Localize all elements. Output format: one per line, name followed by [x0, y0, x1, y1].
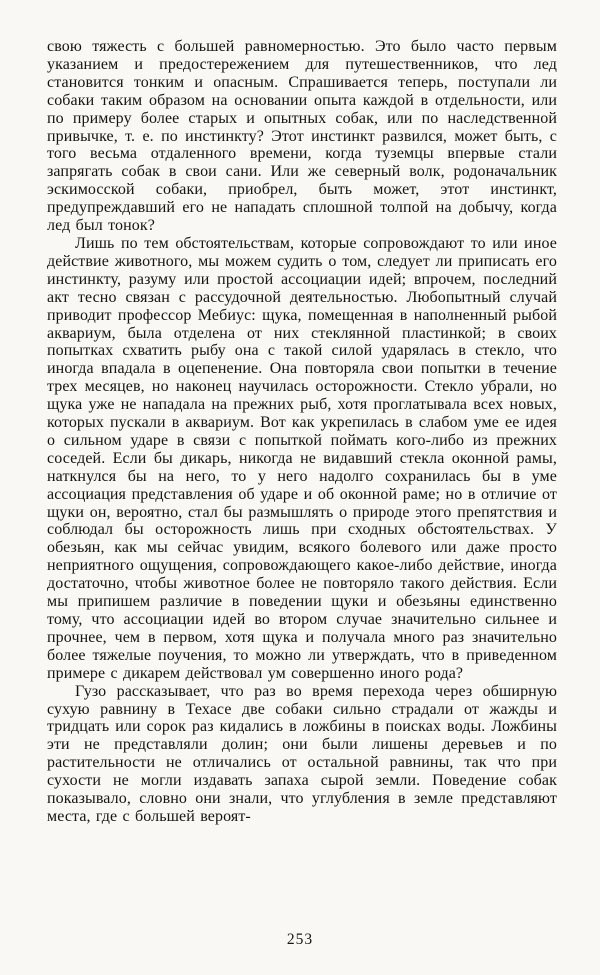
page-number: 253 [286, 931, 314, 948]
paragraph-continuation: свою тяжесть с большей равномерностью. Это было часто первым указанием и предостережением для путешественников, что лед становится тонким и опасным. Спрашивается теперь, поступали ли собаки таким образом на основании опыта каждой в отдельности, или по примеру более старых и опытных собак, или по наследственной привычке, т. е. по инстинкту? Этот инстинкт развился, может быть, с того весьма отдаленного времени, когда туземцы впервые стали запрягать собак в свои сани. Или же северный волк, родоначальник эскимосской собаки, приобрел, быть может, этот инстинкт, предупреждавший его не нападать сплошной толпой на добычу, когда лед был тонок? [47, 38, 557, 235]
paragraph: Лишь по тем обстоятельствам, которые сопровождают то или иное действие животного, мы можем судить о том, следует ли приписать его инстинкту, разуму или простой ассоциации идей; впрочем, последний акт тесно связан с рассудочной деятельностью. Любопытный случай приводит профессор Мебиус: щука, помещенная в наполненный рыбой аквариум, была отделена от них стеклянной пластинкой; в своих попытках схватить рыбу она с такой силой ударялась в стекло, что иногда впадала в оцепенение. Она повторяла свои попытки в течение трех месяцев, но наконец научилась осторожности. Стекло убрали, но щука уже не нападала на прежних рыб, хотя проглатывала всех новых, которых пускали в аквариум. Вот как укрепилась в слабом уме ее идея о сильном ударе в связи с попыткой поймать кого-либо из прежних соседей. Если бы дикарь, никогда не видавший стекла оконной рамы, наткнулся бы на него, то у него надолго сохранилась бы в уме ассоциация представления об ударе и об оконной раме; но в отличие от щуки он, вероятно, стал бы размышлять о природе этого препятствия и соблюдал бы осторожность лишь при сходных обстоятельствах. У обезьян, как мы сейчас увидим, всякого болевого или даже просто неприятного ощущения, сопровождающего какое-либо действие, иногда достаточно, чтобы животное более не повторяло такого действия. Если мы припишем различие в поведении щуки и обезьяны единственно тому, что ассоциации идей во втором случае значительно сильнее и прочнее, чем в первом, хотя щука и получала много раз значительно более тяжелые поучения, то можно ли утверждать, что в приведенном примере с дикарем действовал ум совершенно иного рода? [47, 234, 557, 682]
page-text [47, 38, 557, 826]
paragraph: Гузо рассказывает, что раз во время перехода через обширную сухую равнину в Техасе две собаки сильно страдали от жажды и тридцать или сорок раз кидались в ложбины в поисках воды. Ложбины эти не представляли долин; они были лишены деревьев и по растительности не отличались от остальной равнины, так что при сухости не могли издавать запаха сырой земли. Поведение собак показывало, словно они знали, что углубления в земле представляют места, где с большей вероят- [47, 682, 557, 825]
